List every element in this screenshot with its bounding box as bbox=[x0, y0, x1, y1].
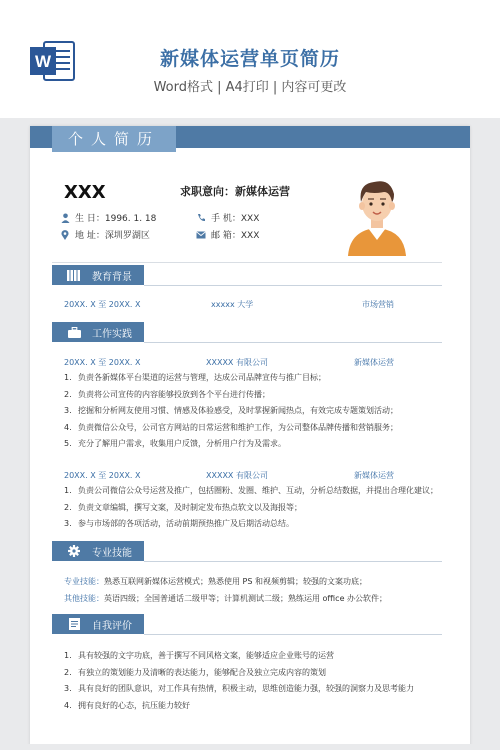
resume-title-tab: 个人简历 bbox=[52, 126, 176, 152]
banner-title: 新媒体运营单页简历 bbox=[159, 48, 340, 70]
section-education bbox=[52, 265, 144, 285]
section-skills bbox=[52, 541, 144, 561]
job-role: 新媒体运营 bbox=[354, 358, 394, 367]
section-line bbox=[144, 285, 442, 286]
section-title: 教育背景 bbox=[92, 271, 132, 283]
banner-subtitle: Word格式 | A4打印 | 内容可更改 bbox=[153, 80, 347, 95]
list-item bbox=[64, 681, 454, 698]
list-item bbox=[64, 403, 454, 420]
candidate-name: XXX bbox=[64, 182, 106, 203]
document-icon bbox=[64, 618, 84, 630]
item-number: 3. bbox=[64, 684, 72, 693]
email-text: 邮 箱：XXX bbox=[211, 231, 260, 241]
list-item bbox=[64, 370, 454, 387]
item-number: 1. bbox=[64, 651, 72, 660]
skill-text: 英语四级；全国普通话二级甲等；计算机测试二级；熟练运用 office 办公软件； bbox=[104, 594, 388, 603]
phone-text: 手 机：XXX bbox=[211, 214, 260, 224]
item-text: 参与市场部的各项活动，活动前期预热推广及后期活动总结。 bbox=[78, 519, 294, 528]
section-evaluation bbox=[52, 614, 144, 634]
item-number: 1. bbox=[64, 486, 72, 495]
item-text: 负责公司微信公众号运营及推广，包括圈粉、发圈、维护、互动，分析总结数据，并提出合理化建议； bbox=[78, 486, 438, 495]
list-item bbox=[64, 665, 454, 682]
list-item bbox=[64, 516, 454, 533]
item-text: 拥有良好的心态，抗压能力较好 bbox=[78, 700, 190, 710]
section-line bbox=[144, 561, 442, 562]
list-item bbox=[64, 648, 454, 665]
education-major: 市场营销 bbox=[362, 300, 394, 309]
avatar bbox=[344, 164, 410, 256]
list-item bbox=[64, 483, 454, 500]
item-text: 负责各新媒体平台渠道的运营与管理，达成公司品牌宣传与推广目标； bbox=[78, 373, 326, 382]
skill-text: 熟悉互联网新媒体运营模式；熟悉使用 PS 和视频剪辑；较强的文案功底； bbox=[104, 577, 367, 586]
bottom-strip bbox=[0, 744, 500, 750]
job-duty-list bbox=[64, 370, 454, 453]
item-number: 2. bbox=[64, 389, 72, 399]
job-intent: 求职意向：新媒体运营 bbox=[180, 185, 290, 198]
section-line bbox=[144, 342, 442, 343]
briefcase-icon bbox=[64, 327, 84, 338]
info-divider bbox=[52, 262, 442, 263]
list-item bbox=[64, 387, 454, 404]
job-date: 20XX. X 至 20XX. X bbox=[64, 358, 141, 367]
phone-icon bbox=[196, 213, 206, 223]
item-text: 负责微信公众号，公司官方网站的日常运营和维护工作，为公司整体品牌传播和营销服务； bbox=[78, 422, 398, 432]
email-info bbox=[196, 228, 259, 241]
item-number: 3. bbox=[64, 406, 72, 415]
item-text: 具有较强的文字功底，善于撰写不同风格文案，能够适应企业账号的运营 bbox=[78, 651, 334, 660]
item-text: 有独立的策划能力及清晰的表达能力，能够配合及独立完成内容的策划 bbox=[78, 667, 326, 677]
item-number: 5. bbox=[64, 439, 72, 448]
item-number: 1. bbox=[64, 373, 72, 382]
section-title: 自我评价 bbox=[92, 620, 132, 632]
job-company: XXXXX 有限公司 bbox=[206, 358, 268, 367]
item-text: 挖掘和分析网友使用习惯、情感及体验感受，及时掌握新闻热点，有效完成专题策划活动； bbox=[78, 406, 398, 415]
other-skills bbox=[64, 593, 387, 604]
list-item bbox=[64, 436, 454, 453]
svg-text:W: W bbox=[34, 52, 52, 71]
person-icon bbox=[60, 213, 70, 223]
skill-label: 专业技能： bbox=[64, 577, 104, 586]
section-work bbox=[52, 322, 144, 342]
birth-text: 生 日：1996. 1. 18 bbox=[75, 214, 157, 224]
phone-info bbox=[196, 211, 259, 224]
item-number: 2. bbox=[64, 667, 72, 677]
item-number: 4. bbox=[64, 422, 72, 432]
evaluation-list bbox=[64, 648, 454, 714]
section-title: 专业技能 bbox=[92, 547, 132, 559]
birth-info bbox=[60, 211, 156, 224]
skill-label: 其他技能： bbox=[64, 594, 104, 603]
item-number: 4. bbox=[64, 700, 72, 710]
list-item bbox=[64, 500, 454, 517]
item-text: 具有良好的团队意识，对工作具有热情，积极主动，思维创造能力强，较强的洞察力及思考能力 bbox=[78, 684, 414, 693]
banner bbox=[0, 0, 500, 118]
mail-icon bbox=[196, 230, 206, 240]
item-text: 负责将公司宣传的内容能够投放到各个平台进行传播； bbox=[78, 389, 270, 399]
job-role: 新媒体运营 bbox=[354, 471, 394, 480]
gear-icon bbox=[64, 545, 84, 557]
item-number: 3. bbox=[64, 519, 72, 528]
education-school: xxxxx 大学 bbox=[211, 300, 254, 309]
location-icon bbox=[60, 230, 70, 240]
job-date: 20XX. X 至 20XX. X bbox=[64, 471, 141, 480]
section-line bbox=[144, 634, 442, 635]
address-info bbox=[60, 228, 150, 241]
books-icon bbox=[64, 270, 84, 281]
address-text: 地 址：深圳罗湖区 bbox=[75, 231, 150, 241]
item-number: 2. bbox=[64, 502, 72, 512]
section-title: 工作实践 bbox=[92, 328, 132, 340]
job-company: XXXXX 有限公司 bbox=[206, 471, 268, 480]
job-duty-list bbox=[64, 483, 454, 533]
list-item bbox=[64, 698, 454, 715]
item-text: 充分了解用户需求，收集用户反馈，分析用户行为及需求。 bbox=[78, 439, 286, 448]
professional-skills bbox=[64, 576, 367, 587]
education-date: 20XX. X 至 20XX. X bbox=[64, 300, 141, 309]
list-item bbox=[64, 420, 454, 437]
item-text: 负责文章编辑，撰写文案，及时制定发布热点软文以及海报等； bbox=[78, 502, 302, 512]
